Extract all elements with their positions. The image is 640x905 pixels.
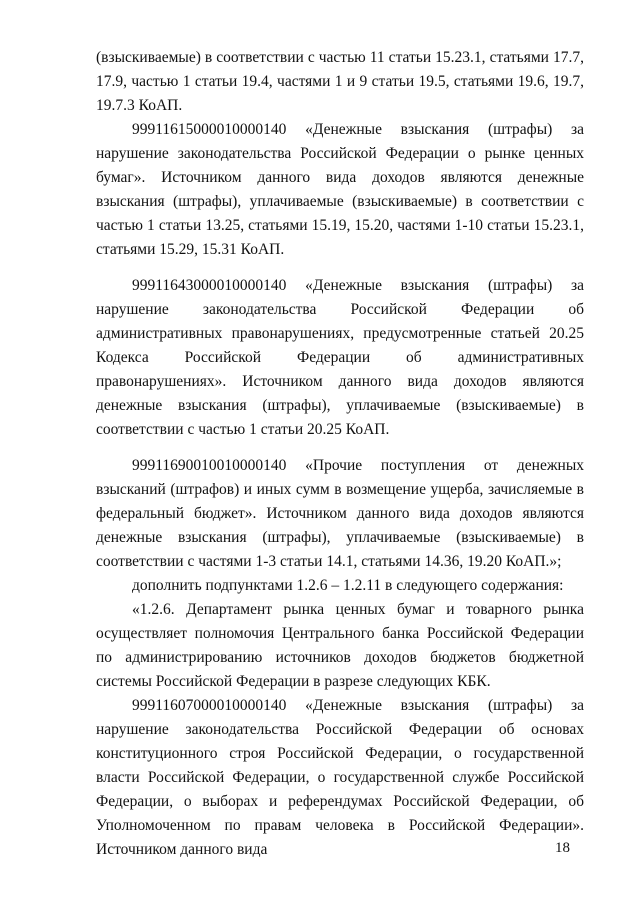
paragraph-kbk-administrative-offenses: 99911643000010000140 «Денежные взыскания (штрафы) за нарушение законодательства Российской Федерации об административных правонарушениях, предусмотренные статьей 20.25 Кодекса Российской Федерации об административных правонарушениях». Источником данного вида доходов являются денежные взыскания (штрафы), уплачиваемые (взыскиваемые) в соответствии с частью 1 статьи 20.25 КоАП.: [96, 277, 584, 438]
paragraph-kbk-securities-market: 99911615000010000140 «Денежные взыскания (штрафы) за нарушение законодательства Российской Федерации о рынке ценных бумаг». Источником данного вида доходов являются денежные взыскания (штрафы), уплачиваемые (взыскиваемые) в соответствии с частью 1 статьи 13.25, статьями 15.19, 15.20, частями 1-10 статьи 15.23.1, статьями 15.29, 15.31 КоАП.: [96, 121, 584, 258]
paragraph-kbk-other-receipts: 99911690010010000140 «Прочие поступления от денежных взысканий (штрафов) и иных сумм в возмещение ущерба, зачисляемые в федеральный бюджет». Источником данного вида доходов являются денежные взыскания (штрафы), уплачиваемые (взыскиваемые) в соответствии с частями 1-3 статьи 14.1, статьями 14.36, 19.20 КоАП.»;: [96, 457, 584, 570]
paragraph-continuation: (взыскиваемые) в соответствии с частью 11 статьи 15.23.1, статьями 17.7, 17.9, частью 1 статьи 19.4, частями 1 и 9 статьи 19.5, статьями 19.6, 19.7, 19.7.3 КоАП.: [96, 49, 584, 114]
paragraph-kbk-constitutional-order: 99911607000010000140 «Денежные взыскания (штрафы) за нарушение законодательства Российской Федерации об основах конституционного строя Российской Федерации, о государственной власти Российской Федерации, о государственной службе Российской Федерации, о выборах и референдумах Российской Федерации, об Уполномоченном по правам человека в Российской Федерации». Источником данного вида: [96, 697, 584, 858]
document-body: [96, 46, 584, 862]
paragraph-section-1-2-6: «1.2.6. Департамент рынка ценных бумаг и товарного рынка осуществляет полномочия Центрального банка Российской Федерации по администрированию источников доходов бюджетов бюджетной системы Российской Федерации в разрезе следующих КБК.: [96, 601, 584, 690]
page-number: 18: [555, 840, 570, 856]
paragraph-amendment-intro: дополнить подпунктами 1.2.6 – 1.2.11 в следующего содержания:: [132, 577, 564, 594]
